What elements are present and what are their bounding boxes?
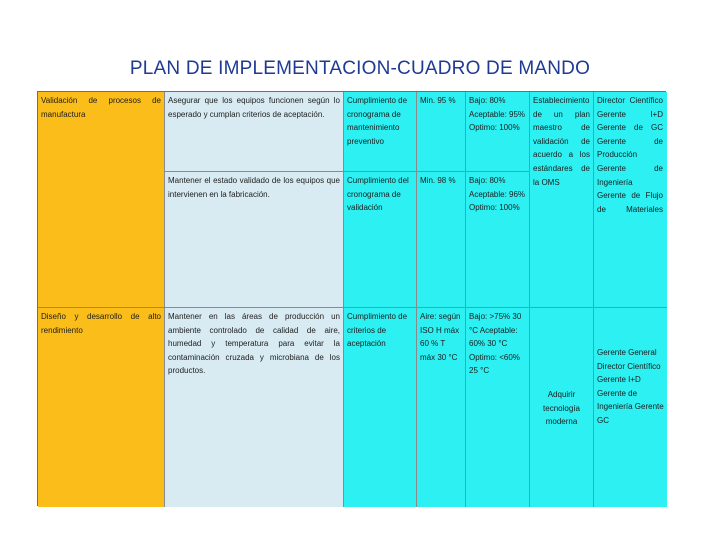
control-panel-table <box>37 91 666 506</box>
indicator-cell: Cumplimiento de cronograma de mantenimiento preventivo <box>344 92 417 172</box>
objective-cell: Mantener en las áreas de producción un ambiente controlado de calidad de aire, humedad y temperatura para evitar la contaminación cruzada y microbiana de los productos. <box>165 308 344 507</box>
indicator-cell: Cumplimiento de criterios de aceptación <box>344 308 417 507</box>
goal-cell: Min. 95 % <box>417 92 466 172</box>
page-title: PLAN DE IMPLEMENTACION-CUADRO DE MANDO <box>129 58 591 79</box>
range-cell: Bajo: 80% Aceptable: 95% Optimo: 100% <box>466 92 530 172</box>
process-cell: Diseño y desarrollo de alto rendimiento <box>38 308 165 507</box>
goal-cell: Aire: según ISO H máx 60 % T máx 30 °C <box>417 308 466 507</box>
strategy-cell: Establecimiento de un plan maestro de validación de acuerdo a los estándares de la OMS <box>530 92 594 308</box>
range-cell: Bajo: >75% 30 °C Aceptable: 60% 30 °C Optimo: <60% 25 °C <box>466 308 530 507</box>
process-cell: Validación de procesos de manufactura <box>38 92 165 308</box>
responsible-cell: Gerente General Director Científico Gerente I+D Gerente de Ingeniería Gerente GC <box>594 308 667 507</box>
strategy-cell: Adquirir tecnología moderna <box>530 308 594 507</box>
objective-cell: Asegurar que los equipos funcionen según lo esperado y cumplan criterios de aceptación. <box>165 92 344 172</box>
objective-cell: Mantener el estado validado de los equipos que intervienen en la fabricación. <box>165 172 344 308</box>
goal-cell: Min. 98 % <box>417 172 466 308</box>
range-cell: Bajo: 80% Aceptable: 96% Optimo: 100% <box>466 172 530 308</box>
indicator-cell: Cumplimiento del cronograma de validación <box>344 172 417 308</box>
responsible-cell: Director Científico Gerente I+D Gerente de GC Gerente de Producción Gerente de Ingeniería Gerente de Flujo de Materiales <box>594 92 667 308</box>
